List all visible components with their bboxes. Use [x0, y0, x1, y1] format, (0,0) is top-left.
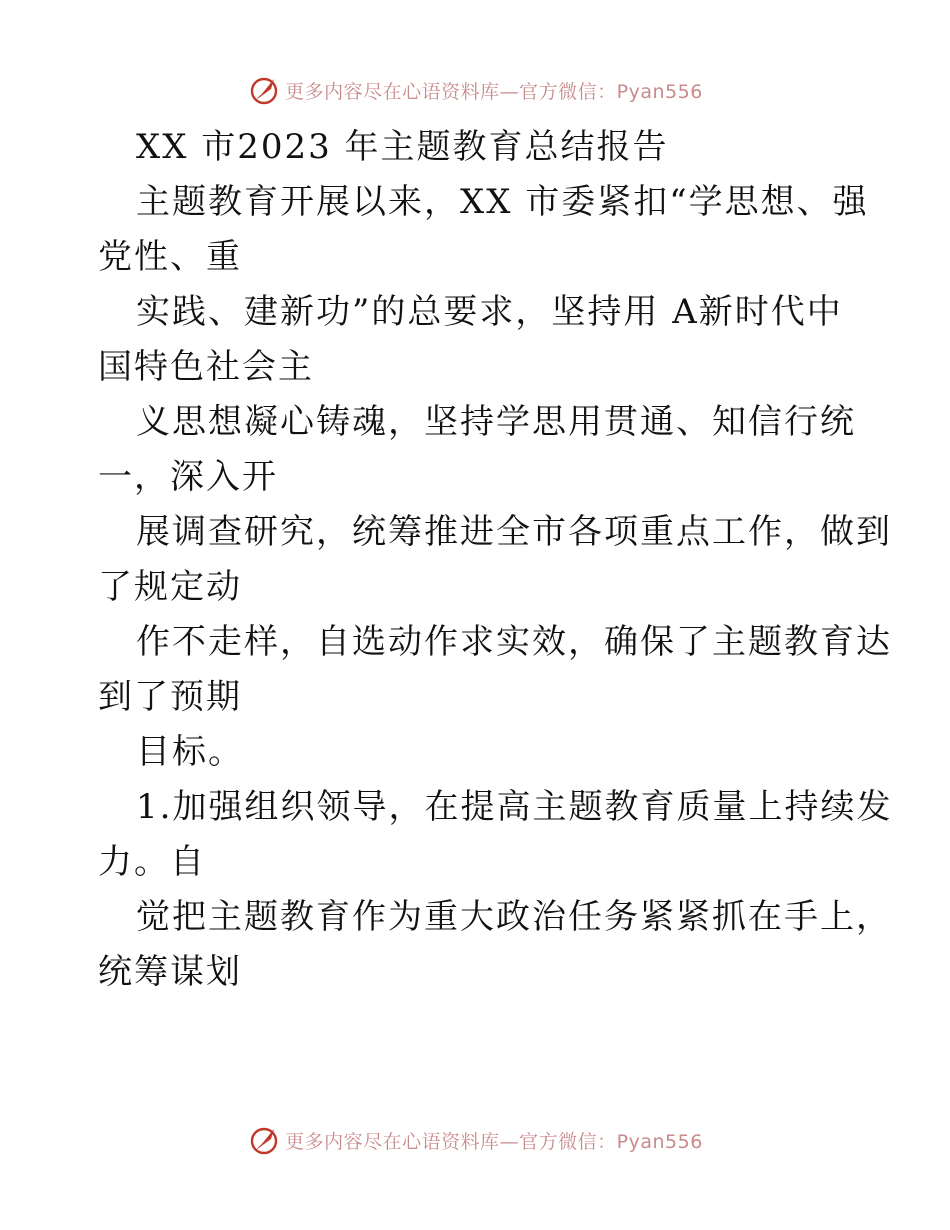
footer-banner-wechat: 官方微信：Pyan556 — [519, 1130, 703, 1153]
text-line: 1.加强组织领导，在提高主题教育质量上持续发 — [136, 787, 893, 827]
document-title: XX 市2023 年主题教育总结报告 — [136, 127, 669, 167]
text-line: 统筹谋划 — [98, 952, 242, 992]
feather-pen-seal-icon — [247, 1123, 281, 1157]
header-banner-text: 更多内容尽在心语资料库— — [285, 80, 520, 103]
text-line: 到了预期 — [98, 677, 242, 717]
text-line: 力。自 — [98, 842, 206, 882]
text-line: 党性、重 — [98, 237, 242, 277]
header-watermark-banner — [0, 70, 950, 110]
text-line: 展调查研究，统筹推进全市各项重点工作，做到 — [136, 512, 892, 552]
header-banner-wechat: 官方微信：Pyan556 — [519, 80, 703, 103]
text-line: 一，深入开 — [98, 457, 278, 497]
text-line: 作不走样，自选动作求实效，确保了主题教育达 — [136, 622, 892, 662]
text-line: 了规定动 — [98, 567, 242, 607]
footer-banner-text: 更多内容尽在心语资料库— — [285, 1130, 520, 1153]
text-line: 目标。 — [136, 732, 244, 772]
footer-watermark-banner — [0, 1120, 950, 1160]
text-line: 主题教育开展以来，XX 市委紧扣“学思想、强 — [136, 182, 869, 222]
document-body — [98, 120, 893, 1000]
text-line: 实践、建新功”的总要求，坚持用 A新时代中 — [136, 292, 843, 332]
text-line: 国特色社会主 — [98, 347, 314, 387]
text-line: 觉把主题教育作为重大政治任务紧紧抓在手上， — [136, 897, 892, 937]
text-line: 义思想凝心铸魂，坚持学思用贯通、知信行统 — [136, 402, 856, 442]
feather-pen-seal-icon — [247, 73, 281, 107]
